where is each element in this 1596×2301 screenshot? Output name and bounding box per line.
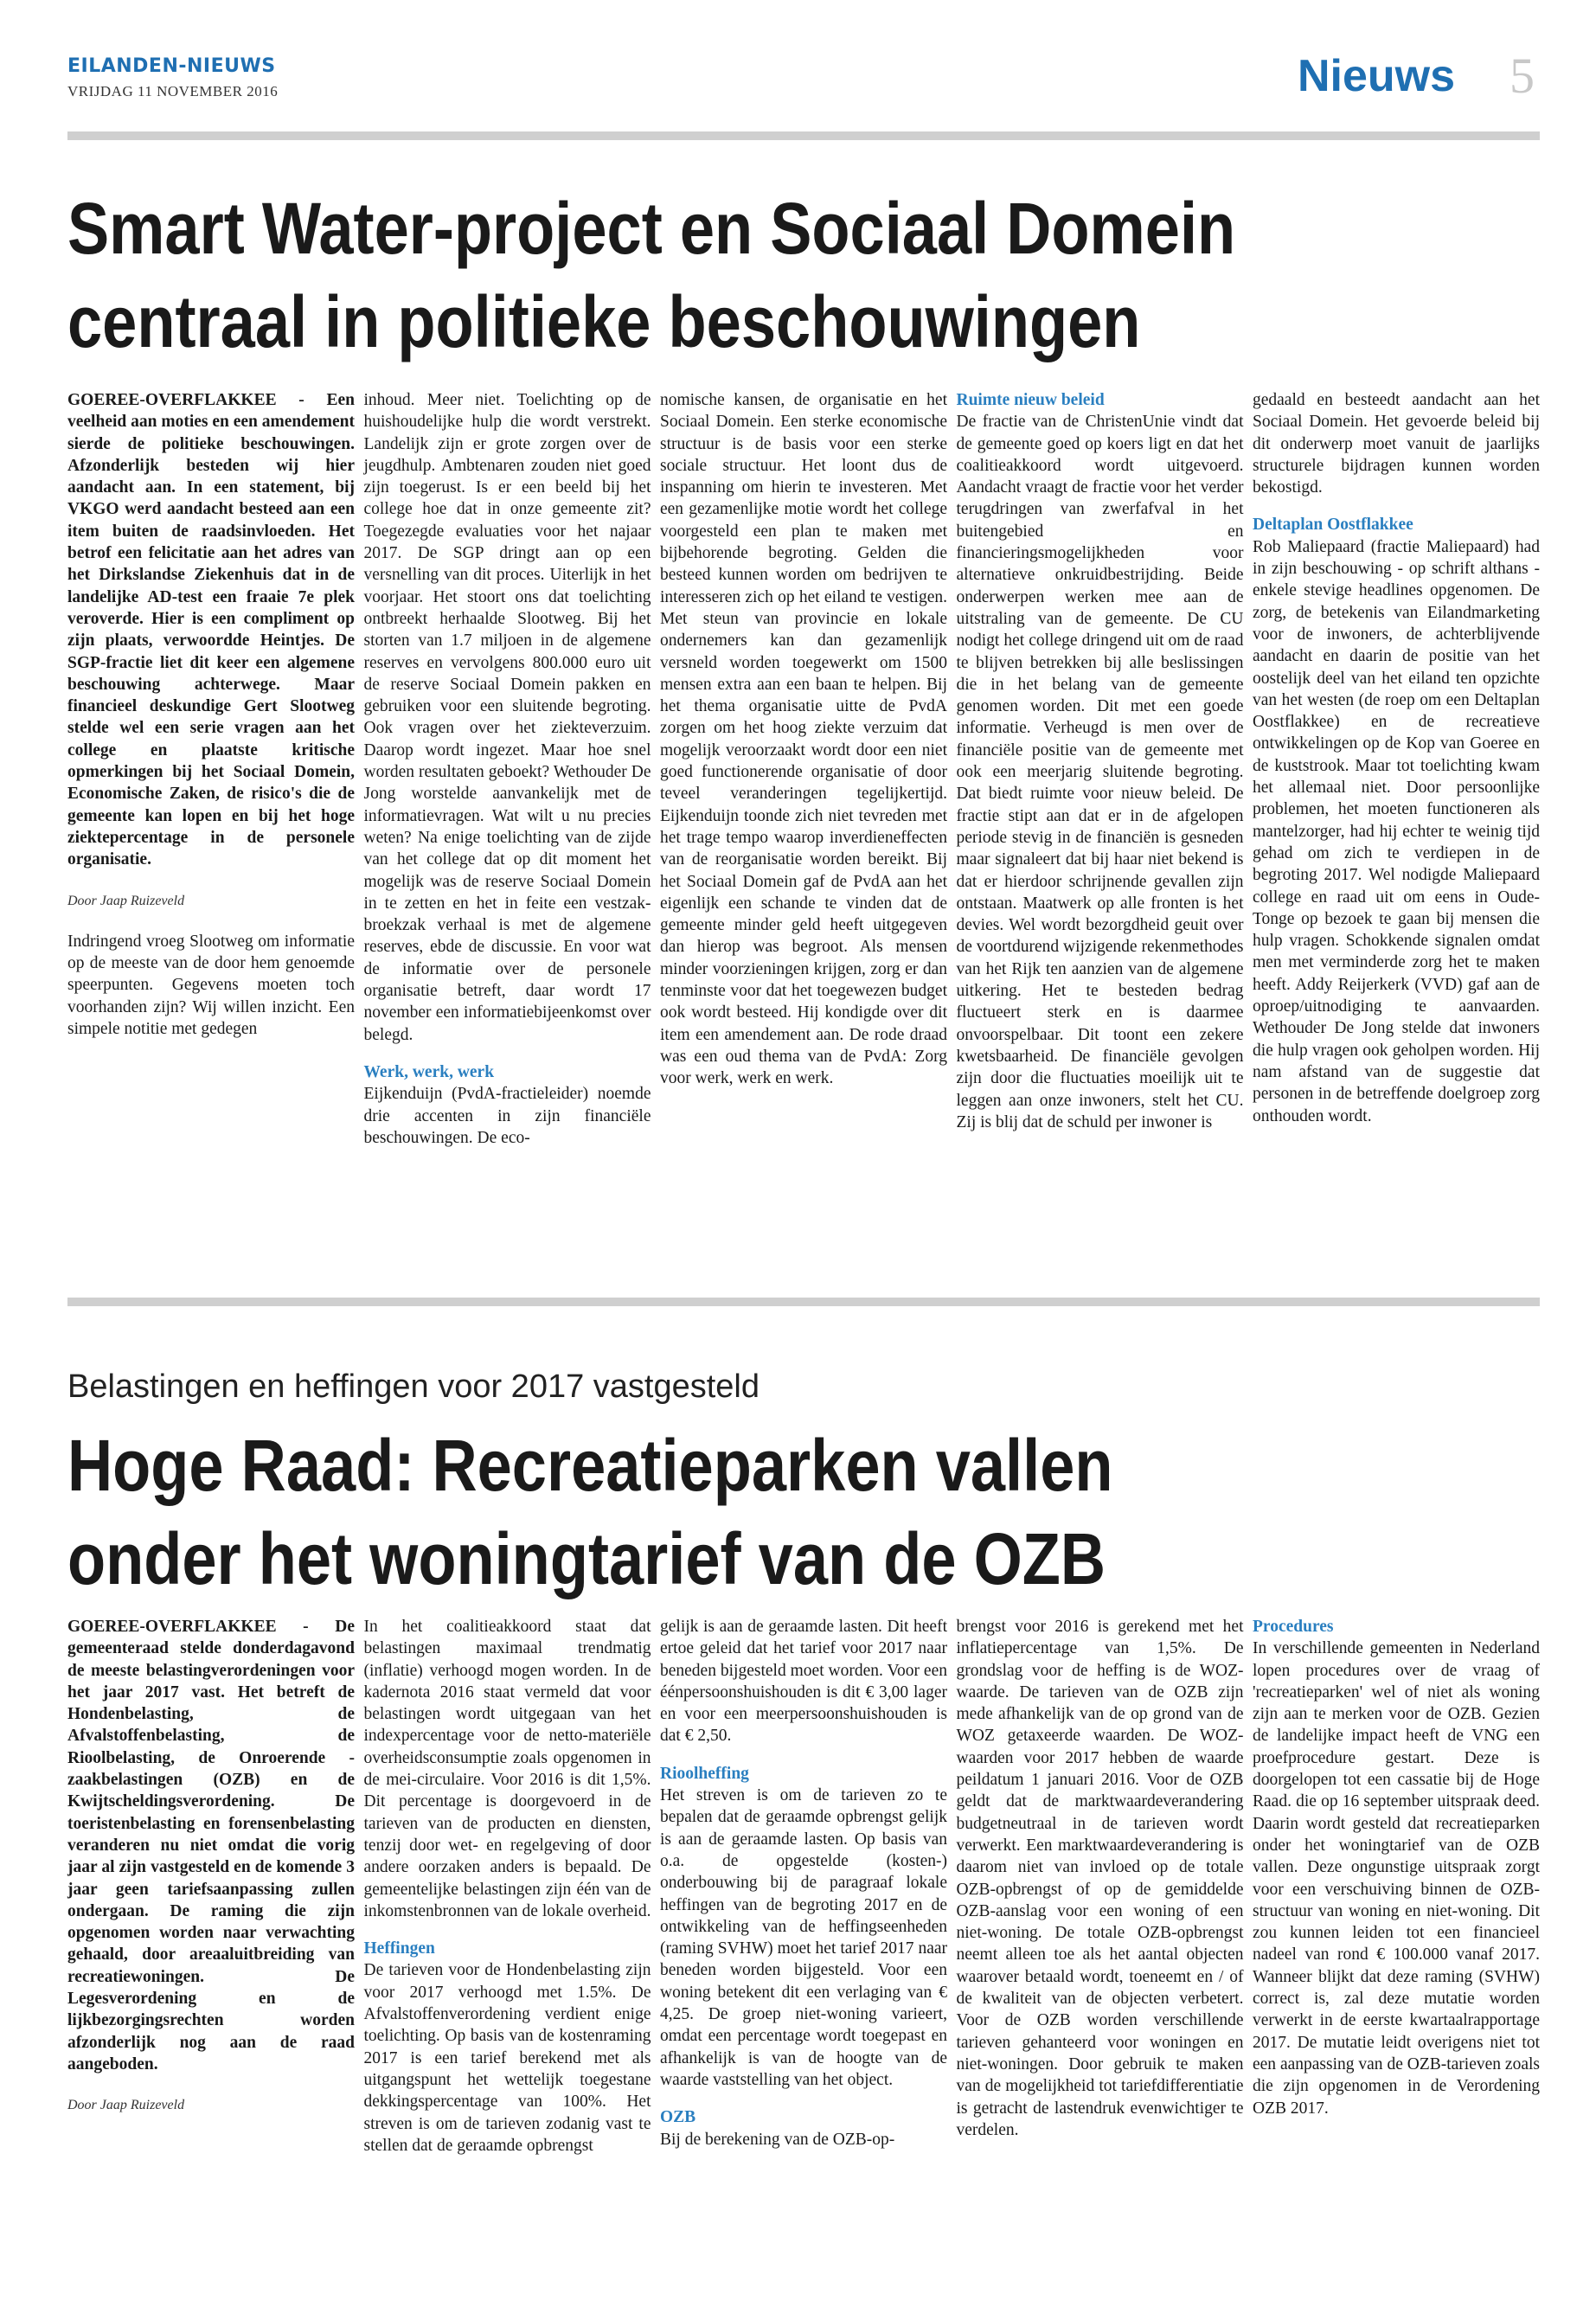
middle-divider: [67, 1298, 1540, 1306]
article2-c2-body2: De tarieven voor de Hondenbelasting zijn voor 2017 verhoogd met 1.5%. De Afvalstoffenverordening verdient enige toelichting. Op basis van de kostenraming 2017 is een tarief berekend met als uitgangspunt het wettelijk toegestane dekkingspercentage van 100%. Het streven is om de tarieven zodanig vast te stellen dat de geraamde opbrengst: [363, 1961, 651, 2155]
article1-c2-body2: Eijkenduijn (PvdA-fractieleider) noemde drie accenten in zijn financiële beschouwingen. De eco-: [363, 1085, 651, 1147]
article2-kicker: Belastingen en heffingen voor 2017 vastgesteld: [67, 1368, 760, 1405]
article1-c2-body: inhoud. Meer niet. Toelichting op de huishoudelijke hulp die wordt verstrekt. Landelijk zijn er grote zorgen over de jeugdhulp. Ambtenaren zouden niet goed zijn toegerust. Is er een beeld bij het college hoe dat in onze gemeente zit? Toegezegde evaluaties voor het najaar 2017. De SGP dringt aan op een versnelling van dit proces. Uiterlijk in het voorjaar. Het stoort ons dat toelichting ontbreekt herhaalde Slootweg. Bij het storten van 1.7 miljoen in de algemene reserves en vervolgens 800.000 euro uit de reserve Sociaal Domein pakken en gebruiken voor een sluitende begroting. Ook vragen over het ziekteverzuim. Daarop wordt ingezet. Maar hoe snel worden resultaten geboekt? Wethouder De Jong worstelde aanvankelijk met de informatievragen. Wat wilt u nu precies weten? Na enige toelichting van de zijde van het college dat op dit moment het mogelijk was de reserve Sociaal Domein in te zetten en het in feite een vestzak-broekzak verhaal is met de algemene reserves, ebde de discussie. En voor wat de informatie over de personele organisatie betreft, daar wordt 17 november een informatiebijeenkomst over belegd.: [363, 391, 651, 1044]
article2-column-4: [957, 1616, 1244, 2157]
article2-columns: [67, 1616, 1540, 2157]
article1-byline: Door Jaap Ruizeveld: [67, 893, 185, 908]
article1-columns: [67, 389, 1540, 1149]
article1-column-5: [1253, 389, 1540, 1149]
article1-subhead-deltaplan: Deltaplan Oostflakkee: [1253, 516, 1413, 535]
article1-column-2: [364, 389, 651, 1149]
article2-column-5: [1253, 1616, 1540, 2157]
article1-headline-line1: Smart Water-project en Sociaal Domein: [67, 188, 1236, 269]
article2-subhead-heffingen: Heffingen: [363, 1939, 435, 1958]
article1-subhead-werk: Werk, werk, werk: [363, 1062, 495, 1081]
article1-headline: [67, 182, 1332, 369]
article1-lead: [67, 389, 355, 871]
top-divider: [67, 131, 1540, 140]
article2-lead: [67, 1616, 355, 2075]
page-number: 5: [1509, 48, 1535, 104]
article1-lead-text: Een veelheid aan moties en een amendement sierde de politieke beschouwingen. Afzonderlijk besteden wij hier aandacht aan. In een statement, bij VKGO werd aandacht besteed aan een item buiten de raadsinvloeden. Het betrof een felicitatie aan het adres van het Dirkslandse Ziekenhuis dat in de landelijke AD-test een fraaie 7e plek veroverde. Hier is een compliment op zijn plaats, verwoordde Heintjes. De SGP-fractie liet dit keer een algemene beschouwing achterwege. Maar financieel deskundige Gert Slootweg stelde wel een serie vragen aan het college en plaatste kritische opmerkingen bij het Sociaal Domein, Economische Zaken, de risico's die de gemeente kan lopen en bij het hoge ziektepercentage in de personele organisatie.: [67, 391, 355, 869]
article2-subhead-procedures: Procedures: [1253, 1618, 1334, 1636]
issue-date: VRIJDAG 11 NOVEMBER 2016: [67, 83, 279, 99]
article1-c5-body: gedaald en besteedt aandacht aan het Sociaal Domein. Het gevoerde beleid bij dit onderwerp moet vanuit de jaarlijks structurele bijdragen kunnen worden bekostigd.: [1253, 391, 1540, 497]
article2-column-2: [364, 1616, 651, 2157]
article1-column-4: [957, 389, 1244, 1149]
article2-subhead-rioolheffing: Rioolheffing: [660, 1764, 749, 1783]
article2-lead-text: De gemeenteraad stelde donderdagavond de meeste belastingverordeningen voor het jaar 2017 vast. Het betreft de Hondenbelasting, de Afvalstoffenbelasting, de Rioolbelasting, de Onroerende - zaakbelastingen (OZB) en de Kwijtscheldingsverordening. De toeristenbelasting en forensenbelasting veranderen nu niet omdat die vorig jaar al zijn vastgesteld en de komende 3 jaar geen tariefsaanpassing zullen ondergaan. De raming die zijn opgenomen worden naar verwachting gehaald, door areaaluitbreiding van recreatiewoningen. De Legesverordening en de lijkbezorgingsrechten worden afzonderlijk nog aan de raad aangeboden.: [67, 1618, 355, 2073]
article2-c4-body: brengst voor 2016 is gerekend met het inflatiepercentage van 1,5%. De grondslag voor de heffing is de WOZ-waarde. De tarieven van de OZB zijn mede afhankelijk van de op grond van de WOZ getaxeerde waarden. De WOZ-waarden voor 2017 hebben de waarde peildatum 1 januari 2016. Voor de OZB geldt dat de marktwaardeverandering budgetneutraal in de tarieven wordt verwerkt. Een marktwaardeverandering is daarom niet van invloed op de totale OZB-opbrengst of op de gemiddelde OZB-aanslag voor een woning of een niet-woning. De totale OZB-opbrengst neemt alleen toe als het aantal objecten waarover betaald wordt, toeneemt en / of de kwaliteit van de objecten verbetert. Voor de OZB worden verschillende tarieven gehanteerd voor woningen en niet-woningen. Door gebruik te maken van de mogelijkheid tot tariefdifferentiatie is getracht de lastendruk evenwichtiger te verdelen.: [956, 1618, 1244, 2139]
section-title: Nieuws: [1298, 51, 1456, 101]
article1-column-3: [660, 389, 947, 1149]
article2-c3-body: gelijk is aan de geraamde lasten. Dit heeft ertoe geleid dat het tarief voor 2017 naar beneden bijgesteld moet worden. Voor een éénpersoonshuishouden is dit € 3,00 lager en voor een meerpersoonshuishouden is dat € 2,50.: [660, 1618, 947, 1746]
article1-subhead-ruimte: Ruimte nieuw beleid: [956, 391, 1105, 409]
article1-c1-body: Indringend vroeg Slootweg om informatie op de meeste van de door hem genoemde speerpunten. Gegevens moeten toch voorhanden zijn? Wij willen inzicht. Een simpele notitie met gedegen: [67, 932, 355, 1039]
article2-byline: Door Jaap Ruizeveld: [67, 2098, 185, 2113]
article1-column-1: [67, 389, 355, 1149]
masthead-logo: EILANDEN-NIEUWS: [67, 55, 276, 77]
article1-dateline: GOEREE-OVERFLAKKEE -: [67, 391, 304, 409]
article2-headline-line2: onder het woningtarief van de OZB: [67, 1518, 1106, 1599]
article2-column-3: [660, 1616, 947, 2157]
article2-headline: [67, 1419, 1332, 1606]
article1-c4-body: De fractie van de ChristenUnie vindt dat de gemeente goed op koers ligt en dat het coalitieakkoord wordt uitgevoerd. Aandacht vraagt de fractie voor het verder terugdringen van zwerfafval in het buitengebied en financieringsmogelijkheden voor alternatieve onkruidbestrijding. Beide onderwerpen werken mee aan de uitstraling van de gemeente. De CU nodigt het college dringend uit om de raad te blijven betrekken bij alle beslissingen die in het belang van de gemeente genomen worden. Dit met een goede informatie. Verheugd is men over de financiële positie van de gemeente met ook een meerjarig sluitende begroting. Dat biedt ruimte voor nieuw beleid. De fractie stipt aan dat er in de afgelopen periode stevig in de financiën is gesneden maar signaleert dat bij haar niet bekend is dat er hierdoor schrijnende gevallen zijn ontstaan. Maatwerk op alle fronten is het devies. Wel wordt bezorgdheid geuit over de voortdurend wijzigende rekenmethodes van het Rijk ten aanzien van de algemene uitkering. Het te besteden bedrag fluctueert sterk en is daarmee onvoorspelbaar. Dit toont een zekere kwetsbaarheid. De financiële gevolgen zijn door die fluctuaties moeilijk uit te leggen aan onze inwoners, stelt het CU. Zij is blij dat de schuld per inwoner is: [956, 413, 1244, 1131]
article2-c3-body3: Bij de berekening van de OZB-op-: [660, 2130, 895, 2149]
article2-c5-body: In verschillende gemeenten in Nederland lopen procedures over de vraag of 'recreatieparken' wel of niet als woning zijn aan te merken voor de OZB. Gezien de landelijke impact heeft de VNG een proefprocedure gestart. Deze is doorgelopen tot een cassatie bij de Hoge Raad. die op 16 september uitspraak deed. Daarin wordt gesteld dat recreatieparken onder het woningtarief van de OZB vallen. Deze ongunstige uitspraak zorgt voor een verschuiving binnen de OZB-structuur van woning en niet-woning. Dit zou kunnen leiden tot een financieel nadeel van rond € 100.000 vanaf 2017. Wanneer blijkt dat deze raming (SVHW) correct is, zal deze mutatie worden verwerkt in de eerste kwartaalrapportage 2017. De mutatie leidt overigens niet tot een aanpassing van de OZB-tarieven zoals die zijn opgenomen in de Verordening OZB 2017.: [1253, 1639, 1540, 2118]
article1-c5-body2: Rob Maliepaard (fractie Maliepaard) had in zijn beschouwing - op schrift althans - enkele stevige headlines opgenomen. De zorg, de betekenis van Eilandmarketing voor de inwoners, de achterblijvende aandacht en daarin de positie van het oostelijk deel van het eiland ten opzichte van het westen (de roep om een Deltaplan Oostflakkee) en de recreatieve ontwikkelingen op de Kop van Goeree en de kuststrook. Maar tot toelichting kwam het allemaal niet. Door persoonlijke problemen, het moeten functioneren als mantelzorger, had hij echter te weinig tijd gehad om zich te verdiepen in de begroting 2017. Wel nodigde Maliepaard college en raad uit om eens in Oude-Tonge op bezoek te gaan bij mensen die hulp vragen. Schokkende signalen omdat men met verminderde zorg het te maken heeft. Addy Reijerkerk (VVD) gaf aan de oproep/uitnodiging te aanvaarden. Wethouder De Jong stelde dat inwoners die hulp vragen ook geholpen worden. Hij nam afstand van de suggestie dat personen in de betreffende doelgroep zorg onthouden wordt.: [1253, 537, 1540, 1125]
article2-dateline: GOEREE-OVERFLAKKEE -: [67, 1618, 309, 1636]
article2-c3-body2: Het streven is om de tarieven zo te bepalen dat de geraamde opbrengst gelijk is aan de geraamde lasten. Op basis van o.a. de opgestelde (kosten-) onderbouwing bij de paragraaf lokale heffingen van de begroting 2017 en de ontwikkeling van de heffingseenheden (raming SVHW) moet het tarief 2017 naar beneden worden bijgesteld. Voor een woning betekent dit een verlaging van € 4,25. De groep niet-woning varieert, omdat een percentage wordt toegepast en afhankelijk is van de hoogte van de waarde vaststelling van het object.: [660, 1786, 947, 2089]
article2-subhead-ozb: OZB: [660, 2108, 696, 2127]
article1-c3-body: nomische kansen, de organisatie en het Sociaal Domein. Een sterke economische structuur is de basis voor een sterke sociale structuur. Het loont dus de inspanning om hierin te investeren. Met een gezamenlijke motie wordt het college voorgesteld een plan te maken met bijbehorende begroting. Gelden die besteed kunnen worden om bedrijven te interesseren zich op het eiland te vestigen. Met steun van provincie en lokale ondernemers kan dan gezamenlijk versneld worden toegewerkt om 1500 mensen extra aan een baan te helpen. Bij het thema organisatie uitte de PvdA zorgen om het hoog ziekte verzuim dat mogelijk veroorzaakt wordt door een niet goed functionerende organisatie of door teveel veranderingen tegelijkertijd. Eijkenduijn toonde zich niet tevreden met het trage tempo waarop inverdieneffecten van de reorganisatie worden bereikt. Bij het Sociaal Domein gaf de PvdA aan het eigenlijk een schande te vinden dat de gemeente minder geld heeft uitgegeven dan hierop was begroot. Als mensen minder voorzieningen krijgen, zorg er dan tenminste voor dat het toegewezen budget ook wordt besteed. Hij kondigde over dit item een amendement aan. De rode draad was een oud thema van de PvdA: Zorg voor werk, werk en werk.: [660, 391, 947, 1088]
article2-c2-body: In het coalitieakkoord staat dat belastingen maximaal trendmatig (inflatie) verhoogd mogen worden. In de kadernota 2016 staat vermeld dat voor belastingen wordt uitgegaan van het indexpercentage voor de netto-materiële overheidsconsumptie zoals opgenomen in de mei-circulaire. Voor 2016 is dit 1,5%. Dit percentage is doorgevoerd in de tarieven van de producten en diensten, tenzij door wet- en regelgeving of door andere oorzaken anders is bepaald. De gemeentelijke belastingen zijn één van de inkomstenbronnen van de lokale overheid.: [363, 1618, 651, 1920]
article2-headline-line1: Hoge Raad: Recreatieparken vallen: [67, 1425, 1113, 1506]
article1-headline-line2: centraal in politieke beschouwingen: [67, 281, 1141, 362]
article2-column-1: [67, 1616, 355, 2157]
